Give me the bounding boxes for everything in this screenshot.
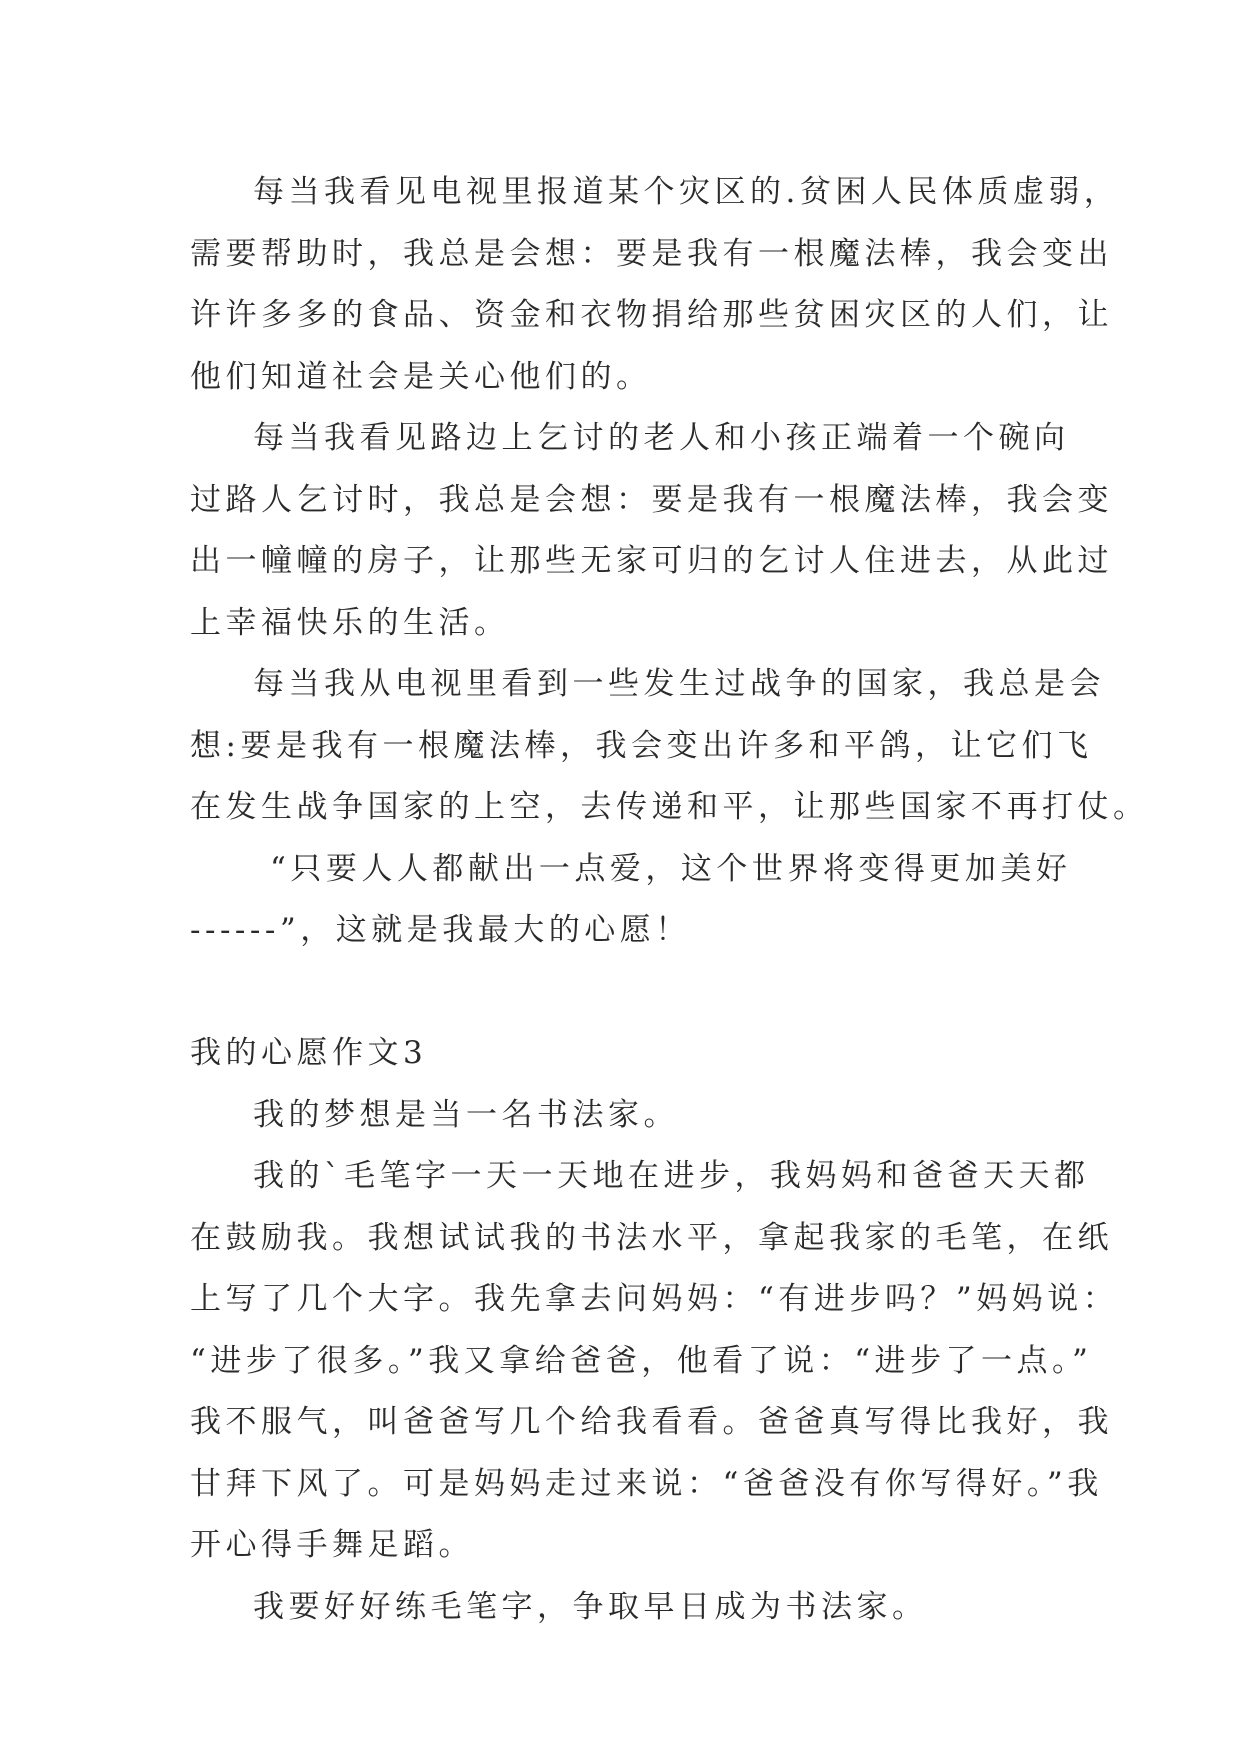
- text-line: 在发生战争国家的上空，去传递和平，让那些国家不再打仗。: [190, 789, 1149, 825]
- text-line: 出一幢幢的房子，让那些无家可归的乞讨人住进去，从此过: [190, 543, 1113, 579]
- text-line: 我的梦想是当一名书法家。: [253, 1097, 679, 1133]
- text-line: ------”，这就是我最大的心愿！: [190, 912, 691, 948]
- text-line: 上写了几个大字。我先拿去问妈妈：“有进步吗？”妈妈说：: [190, 1281, 1119, 1317]
- text-line: 在鼓励我。我想试试我的书法水平，拿起我家的毛笔，在纸: [190, 1220, 1113, 1256]
- text-line: 我不服气，叫爸爸写几个给我看看。爸爸真写得比我好，我: [190, 1404, 1113, 1440]
- text-line: 每当我从电视里看到一些发生过战争的国家，我总是会: [253, 666, 1105, 702]
- text-line: 甘拜下风了。可是妈妈走过来说：“爸爸没有你写得好。”我: [190, 1466, 1103, 1502]
- text-line: “进步了很多。”我又拿给爸爸，他看了说：“进步了一点。”: [190, 1343, 1093, 1379]
- text-line: 开心得手舞足蹈。: [190, 1527, 474, 1563]
- text-line: 需要帮助时，我总是会想：要是我有一根魔法棒，我会变出: [190, 236, 1113, 272]
- section-title: 我的心愿作文3: [190, 1035, 428, 1071]
- text-line: 想:要是我有一根魔法棒，我会变出许多和平鸽，让它们飞: [190, 728, 1093, 764]
- text-line: 上幸福快乐的生活。: [190, 605, 510, 641]
- text-line: 每当我看见路边上乞讨的老人和小孩正端着一个碗向: [253, 420, 1070, 456]
- text-line: 他们知道社会是关心他们的。: [190, 359, 652, 395]
- text-line: 许许多多的食品、资金和衣物捐给那些贫困灾区的人们，让: [190, 297, 1113, 333]
- text-line: 过路人乞讨时，我总是会想：要是我有一根魔法棒，我会变: [190, 482, 1113, 518]
- text-line: 我的`毛笔字一天一天地在进步，我妈妈和爸爸天天都: [253, 1158, 1090, 1194]
- text-line: 每当我看见电视里报道某个灾区的.贫困人民体质虚弱，: [253, 174, 1120, 210]
- text-line: 我要好好练毛笔字，争取早日成为书法家。: [253, 1589, 928, 1625]
- text-line: “只要人人都献出一点爱，这个世界将变得更加美好: [270, 851, 1072, 887]
